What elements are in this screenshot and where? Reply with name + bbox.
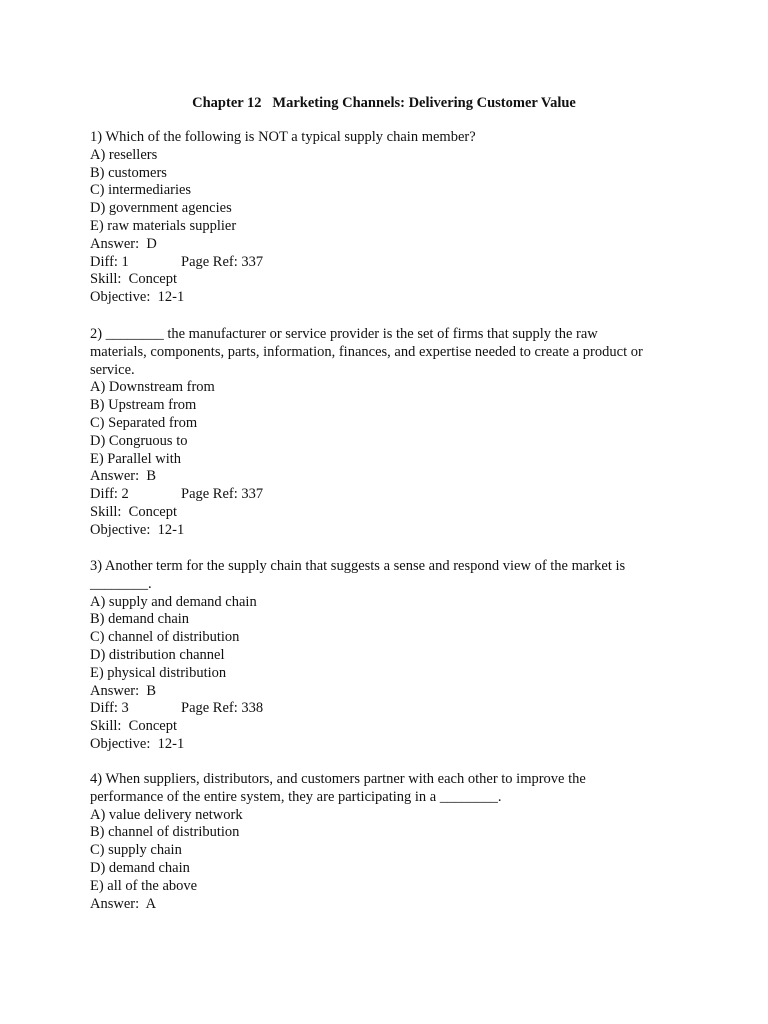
- stem-line: ________.: [90, 575, 152, 592]
- option-d: D) demand chain: [90, 859, 190, 876]
- stem-line: service.: [90, 361, 135, 378]
- option-c: C) intermediaries: [90, 182, 192, 199]
- option-d: D) Congruous to: [90, 432, 188, 449]
- answer: Answer: A: [90, 895, 157, 912]
- answer: Answer: D: [90, 235, 157, 252]
- chapter-title: Chapter 12 Marketing Channels: Delivering Customer Value: [192, 95, 576, 111]
- objective: Objective: 12-1: [90, 289, 185, 306]
- stem-line: materials, components, parts, information, finances, and expertise needed to create a product or: [90, 343, 643, 360]
- option-b: B) customers: [90, 164, 167, 181]
- option-e: E) raw materials supplier: [90, 217, 237, 234]
- difficulty: Diff: 2: [90, 486, 129, 503]
- question-3: [90, 558, 680, 754]
- option-b: B) demand chain: [90, 611, 190, 628]
- difficulty-row: [90, 700, 680, 718]
- question-stem: [90, 771, 680, 807]
- objective: Objective: 12-1: [90, 521, 185, 538]
- option-b: B) Upstream from: [90, 397, 197, 414]
- difficulty-row: [90, 254, 680, 272]
- difficulty-row: [90, 486, 680, 504]
- option-a: A) supply and demand chain: [90, 593, 257, 610]
- page-reference: Page Ref: 337: [181, 486, 264, 503]
- option-c: C) supply chain: [90, 842, 182, 859]
- option-a: A) value delivery network: [90, 806, 243, 823]
- option-c: C) Separated from: [90, 414, 198, 431]
- question-1: [90, 129, 680, 307]
- stem-line: 1) Which of the following is NOT a typical supply chain member?: [90, 129, 476, 145]
- answer: Answer: B: [90, 682, 157, 699]
- difficulty: Diff: 1: [90, 253, 129, 270]
- question-2: [90, 326, 680, 540]
- skill: Skill: Concept: [90, 718, 177, 735]
- stem-line: performance of the entire system, they are participating in a ________.: [90, 788, 502, 805]
- difficulty: Diff: 3: [90, 700, 129, 717]
- skill: Skill: Concept: [90, 503, 177, 520]
- page-reference: Page Ref: 337: [181, 253, 264, 270]
- stem-line: 2) ________ the manufacturer or service provider is the set of firms that supply the raw: [90, 326, 598, 342]
- option-e: E) physical distribution: [90, 664, 227, 681]
- question-stem: [90, 326, 680, 379]
- option-d: D) government agencies: [90, 200, 232, 217]
- option-d: D) distribution channel: [90, 646, 225, 663]
- option-b: B) channel of distribution: [90, 824, 240, 841]
- question-4: [90, 771, 680, 913]
- page-reference: Page Ref: 338: [181, 700, 264, 717]
- stem-line: 4) When suppliers, distributors, and customers partner with each other to improve the: [90, 771, 586, 787]
- option-e: E) Parallel with: [90, 450, 182, 467]
- question-stem: [90, 129, 680, 147]
- option-c: C) channel of distribution: [90, 629, 240, 646]
- skill: Skill: Concept: [90, 271, 177, 288]
- option-e: E) all of the above: [90, 877, 198, 894]
- option-a: A) resellers: [90, 146, 158, 163]
- answer: Answer: B: [90, 468, 157, 485]
- option-a: A) Downstream from: [90, 379, 215, 396]
- objective: Objective: 12-1: [90, 735, 185, 752]
- question-stem: [90, 558, 680, 594]
- stem-line: 3) Another term for the supply chain that suggests a sense and respond view of the market is: [90, 558, 626, 574]
